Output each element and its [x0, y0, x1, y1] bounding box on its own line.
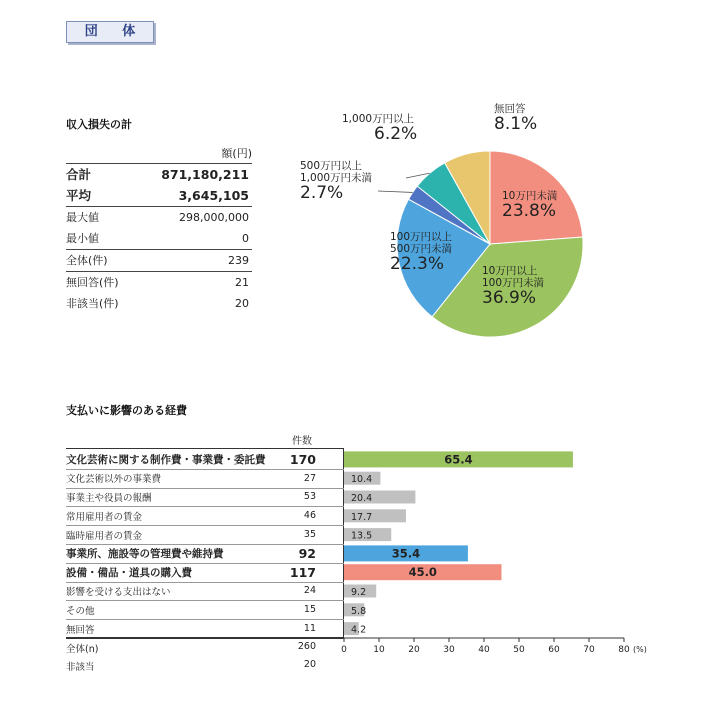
bar-category-label: 臨時雇用者の賃金 — [66, 530, 143, 542]
income-value: 3,645,105 — [178, 188, 249, 203]
x-tick-label: 20 — [408, 645, 420, 655]
total-value: 260 — [297, 641, 316, 652]
bar-count: 53 — [303, 491, 316, 503]
bar-value-label: 10.4 — [351, 474, 373, 486]
bar-count: 15 — [303, 604, 316, 616]
pie-label-percent: 36.9% — [482, 288, 537, 309]
bar-count: 117 — [289, 564, 316, 580]
count-header: 件数 — [292, 436, 312, 447]
bar-count: 27 — [303, 472, 316, 484]
bar-value-label: 35.4 — [391, 546, 421, 561]
pie-label-percent: 23.8% — [502, 201, 557, 222]
x-tick-label: 70 — [583, 645, 595, 655]
income-unit: 額(円) — [66, 145, 252, 164]
bar-value-label: 13.5 — [351, 530, 373, 542]
income-title: 収入損失の計 — [66, 118, 132, 131]
income-label: 無回答(件) — [66, 276, 119, 289]
bar-category-label: 事業所、施設等の管理費や維持費 — [66, 547, 224, 560]
bar-category-label: 無回答 — [66, 624, 95, 636]
x-tick-label: 40 — [478, 645, 490, 655]
income-label: 最小値 — [66, 232, 99, 245]
bar-count: 170 — [289, 451, 316, 467]
income-value: 298,000,000 — [179, 211, 249, 224]
bar-value-label: 17.7 — [351, 511, 373, 523]
bar-value-label: 65.4 — [444, 452, 473, 467]
bar-value-label: 45.0 — [408, 565, 437, 580]
pie-label-percent: 6.2% — [374, 124, 418, 145]
bar-value-label: 4.2 — [351, 624, 367, 636]
pie-label-category: 1,000万円以上 — [342, 113, 415, 125]
pie-label-category: 10万円以上 100万円未満 — [482, 265, 545, 290]
bar-count: 92 — [298, 545, 316, 561]
x-tick-label: 50 — [513, 645, 525, 655]
bar-value-label: 20.4 — [351, 493, 373, 504]
bar-value-label: 5.8 — [351, 605, 367, 617]
income-label: 平均 — [66, 188, 92, 203]
x-unit-label: (%) — [633, 645, 647, 654]
x-tick-label: 80 — [618, 645, 630, 655]
x-tick-label: 30 — [443, 645, 455, 655]
bar-count: 11 — [303, 623, 316, 635]
not-applicable-value: 20 — [303, 659, 316, 670]
pie-label-category: 100万円以上 500万円未満 — [390, 231, 453, 256]
bar-count: 46 — [303, 510, 316, 522]
income-value: 20 — [235, 297, 249, 310]
pie-label-percent: 8.1% — [494, 114, 538, 135]
section-tag: 団 体 — [66, 21, 154, 43]
income-label: 非該当(件) — [66, 297, 119, 310]
bar-category-label: 文化芸術以外の事業費 — [66, 474, 162, 486]
impact-title: 支払いに影響のある経費 — [66, 404, 187, 417]
pie-label-percent: 22.3% — [390, 254, 445, 275]
income-label: 全体(件) — [66, 254, 108, 267]
income-value: 21 — [235, 276, 249, 289]
pie-label-category: 10万円未満 — [502, 190, 558, 202]
x-tick-label: 10 — [373, 645, 385, 655]
income-value: 871,180,211 — [161, 167, 249, 182]
income-value: 239 — [228, 254, 249, 267]
x-tick-label: 0 — [341, 645, 347, 655]
x-tick-label: 60 — [548, 645, 560, 655]
pie-label-category: 無回答 — [494, 103, 526, 115]
bar-category-label: その他 — [66, 605, 95, 617]
pie-label-percent: 2.7% — [300, 183, 344, 204]
bar-count: 35 — [303, 529, 316, 541]
bar-category-label: 影響を受ける支出はない — [66, 586, 171, 598]
income-label: 最大値 — [66, 211, 99, 224]
bar-category-label: 設備・備品・道具の購入費 — [66, 566, 192, 579]
bar-category-label: 常用雇用者の賃金 — [66, 511, 143, 523]
income-value: 0 — [242, 232, 249, 245]
bar-value-label: 9.2 — [351, 587, 367, 598]
total-label: 全体(n) — [66, 644, 99, 655]
bar-category-label: 文化芸術に関する制作費・事業費・委託費 — [66, 453, 266, 466]
not-applicable-label: 非該当 — [66, 662, 95, 673]
bar-category-label: 事業主や役員の報酬 — [66, 492, 152, 504]
bar-count: 24 — [303, 585, 316, 597]
income-label: 合計 — [66, 167, 92, 182]
pie-label-category: 500万円以上 1,000万円未満 — [300, 160, 373, 185]
